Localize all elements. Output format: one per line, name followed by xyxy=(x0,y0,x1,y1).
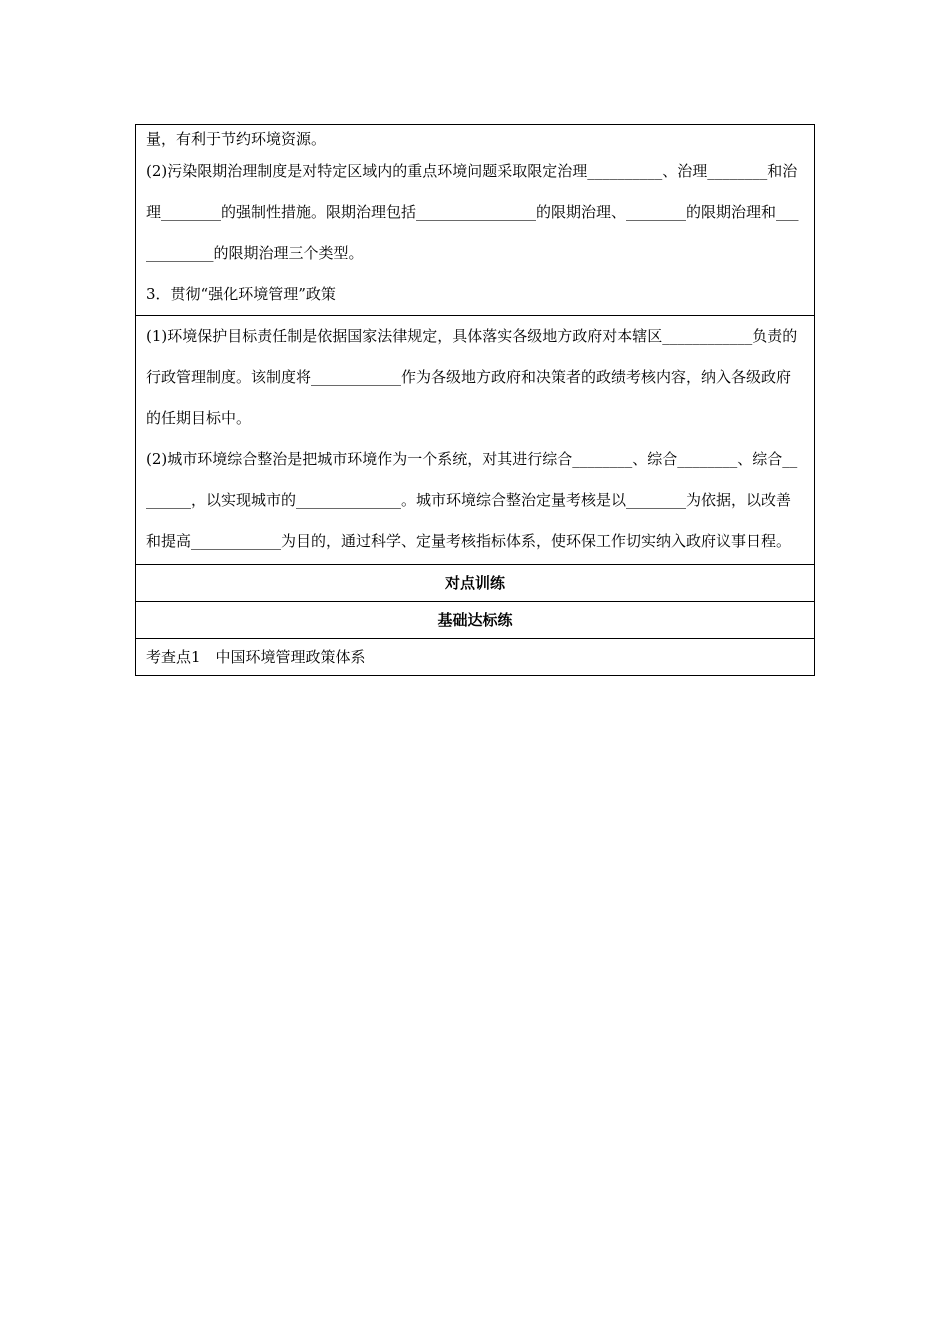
paragraph-urban-environment: (2)城市环境综合整治是把城市环境作为一个系统，对其进行综合________、综合________、综合________，以实现城市的______________。城市环境综合整治定量考核是以________为依据，以改善和提高____________为目的，通过科学、定量考核指标体系，使环保工作切实纳入政府议事日程。 xyxy=(146,450,798,550)
table-cell-policy-a xyxy=(136,125,814,315)
paragraph-continuation: 量，有利于节约环境资源。 xyxy=(146,130,327,148)
paragraph-deadline-treatment: (2)污染限期治理制度是对特定区域内的重点环境问题采取限定治理__________、治理________和治理________的强制性措施。限期治理包括________________的限期治理、________的限期治理和____________的限期治理三个类型。 xyxy=(146,162,799,262)
paragraph-target-responsibility: (1)环境保护目标责任制是依据国家法律规定，具体落实各级地方政府对本辖区____________负责的行政管理制度。该制度将____________作为各级地方政府和决策者的政绩考核内容，纳入各级政府的任期目标中。 xyxy=(146,327,798,427)
heading-basic-exercise: 基础达标练 xyxy=(136,601,814,638)
paragraph-strengthen-management: 3．贯彻“强化环境管理”政策 xyxy=(146,285,336,303)
heading-practice: 对点训练 xyxy=(136,564,814,601)
content-table xyxy=(135,124,815,676)
paragraph-exam-point: 考查点1 中国环境管理政策体系 xyxy=(146,648,366,666)
table-cell-exam-point xyxy=(136,638,814,675)
table-cell-policy-b xyxy=(136,315,814,564)
